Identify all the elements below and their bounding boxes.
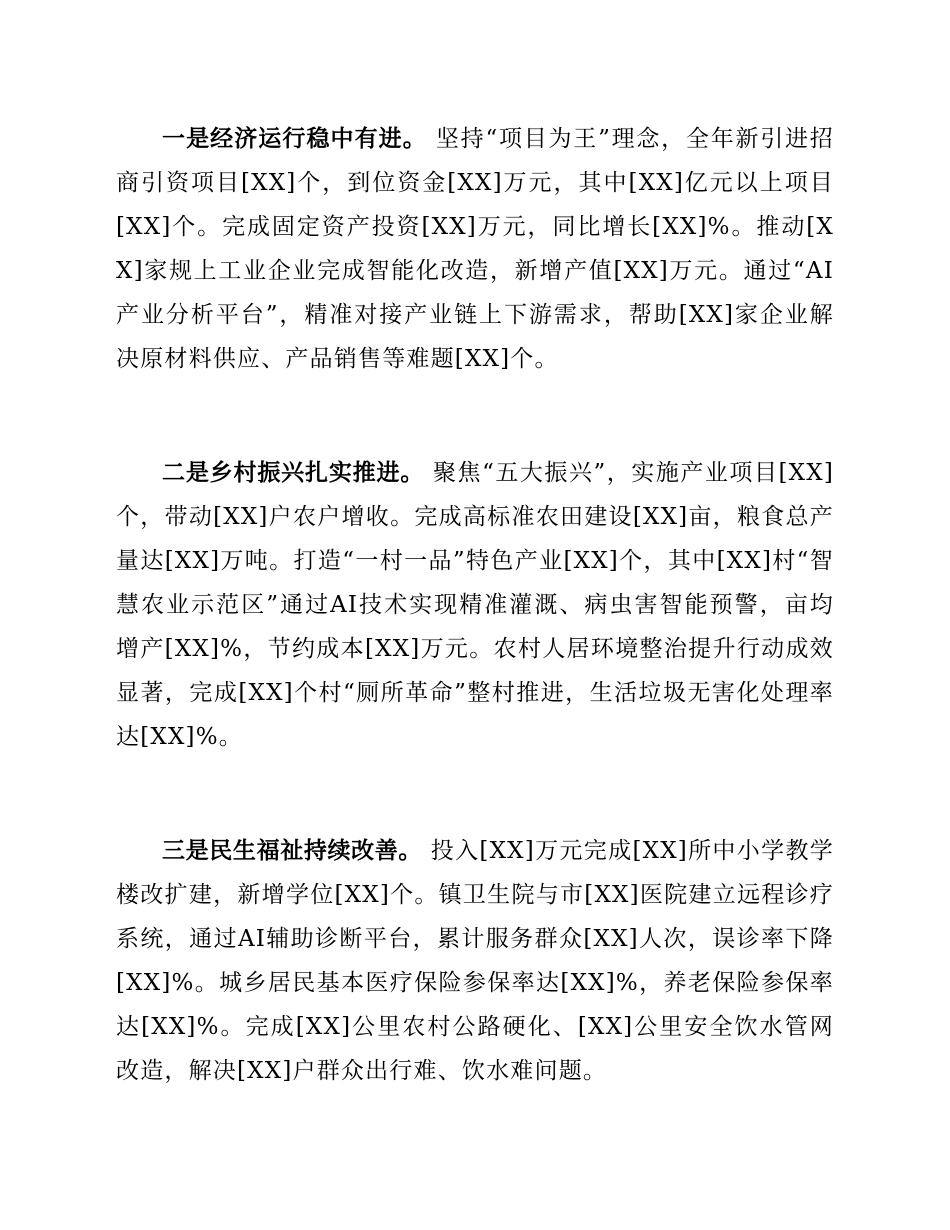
paragraph-heading: 一是经济运行稳中有进。 bbox=[162, 126, 427, 152]
paragraph-heading: 三是民生福祉持续改善。 bbox=[162, 838, 423, 864]
paragraph-economy bbox=[116, 117, 834, 381]
paragraph-body: 聚焦“五大振兴”，实施产业项目[XX]个，带动[XX]户农户增收。完成高标准农田建设[XX]亩，粮食总产量达[XX]万吨。打造“一村一品”特色产业[XX]个，其中[XX]村“智慧农业示范区”通过AI技术实现精准灌溉、病虫害智能预警，亩均增产[XX]%，节约成本[XX]万元。农村人居环境整治提升行动成效显著，完成[XX]个村“厕所革命”整村推进，生活垃圾无害化处理率达[XX]%。 bbox=[116, 460, 834, 750]
paragraph-livelihood bbox=[116, 829, 834, 1093]
paragraph-body: 投入[XX]万元完成[XX]所中小学教学楼改扩建，新增学位[XX]个。镇卫生院与市[XX]医院建立远程诊疗系统，通过AI辅助诊断平台，累计服务群众[XX]人次，误诊率下降[XX]%。城乡居民基本医疗保险参保率达[XX]%，养老保险参保率达[XX]%。完成[XX]公里农村公路硬化、[XX]公里安全饮水管网改造，解决[XX]户群众出行难、饮水难问题。 bbox=[116, 838, 835, 1084]
paragraph-rural-revitalization bbox=[116, 451, 834, 759]
paragraph-heading: 二是乡村振兴扎实推进。 bbox=[162, 460, 425, 486]
paragraph-body: 坚持“项目为王”理念，全年新引进招商引资项目[XX]个，到位资金[XX]万元，其中[XX]亿元以上项目[XX]个。完成固定资产投资[XX]万元，同比增长[XX]%。推动[XX]家规上工业企业完成智能化改造，新增产值[XX]万元。通过“AI产业分析平台”，精准对接产业链上下游需求，帮助[XX]家企业解决原材料供应、产品销售等难题[XX]个。 bbox=[116, 126, 834, 372]
